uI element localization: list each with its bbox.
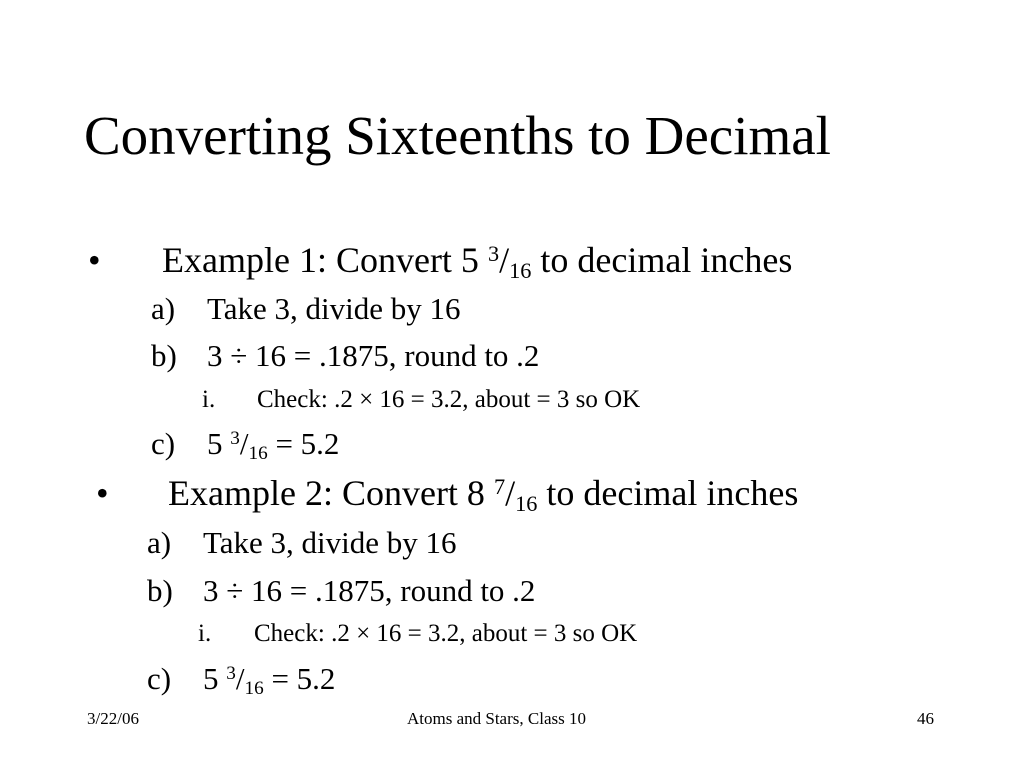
slide-title: Converting Sixteenths to Decimal xyxy=(84,105,831,166)
bullet-marker: • xyxy=(96,473,109,513)
step-text: Take 3, divide by 16 xyxy=(207,291,461,326)
step-marker: i. xyxy=(198,620,212,647)
step-marker: a) xyxy=(151,291,176,326)
step-text: 5 $^3/_{16} = 5.2$ xyxy=(203,661,336,700)
step-marker: i. xyxy=(202,386,216,413)
bullet-marker: • xyxy=(88,240,101,280)
footer-page-number: 46 xyxy=(917,709,934,728)
step-text: Check: .2 × 16 = 3.2, about = 3 so OK xyxy=(257,386,641,413)
step-text: 3 ÷ 16 = .1875, round to .2 xyxy=(207,338,540,373)
step-marker: b) xyxy=(151,338,177,373)
example-1-text: Example 1: Convert 5 $^3/_{16}$ to decimal inches xyxy=(162,240,793,284)
footer-date: 3/22/06 xyxy=(87,709,139,728)
step-text: 3 ÷ 16 = .1875, round to .2 xyxy=(203,573,536,608)
example-2-text: Example 2: Convert 8 $^7/_{16}$ to decimal inches xyxy=(168,473,799,517)
step-text: Check: .2 × 16 = 3.2, about = 3 so OK xyxy=(254,620,638,647)
step-text: Take 3, divide by 16 xyxy=(203,525,457,560)
step-marker: c) xyxy=(151,426,176,461)
step-marker: a) xyxy=(147,525,172,560)
step-text: 5 $^3/_{16} = 5.2$ xyxy=(207,426,340,465)
step-marker: b) xyxy=(147,573,173,608)
footer-course: Atoms and Stars, Class 10 xyxy=(407,709,586,728)
step-marker: c) xyxy=(147,661,172,696)
